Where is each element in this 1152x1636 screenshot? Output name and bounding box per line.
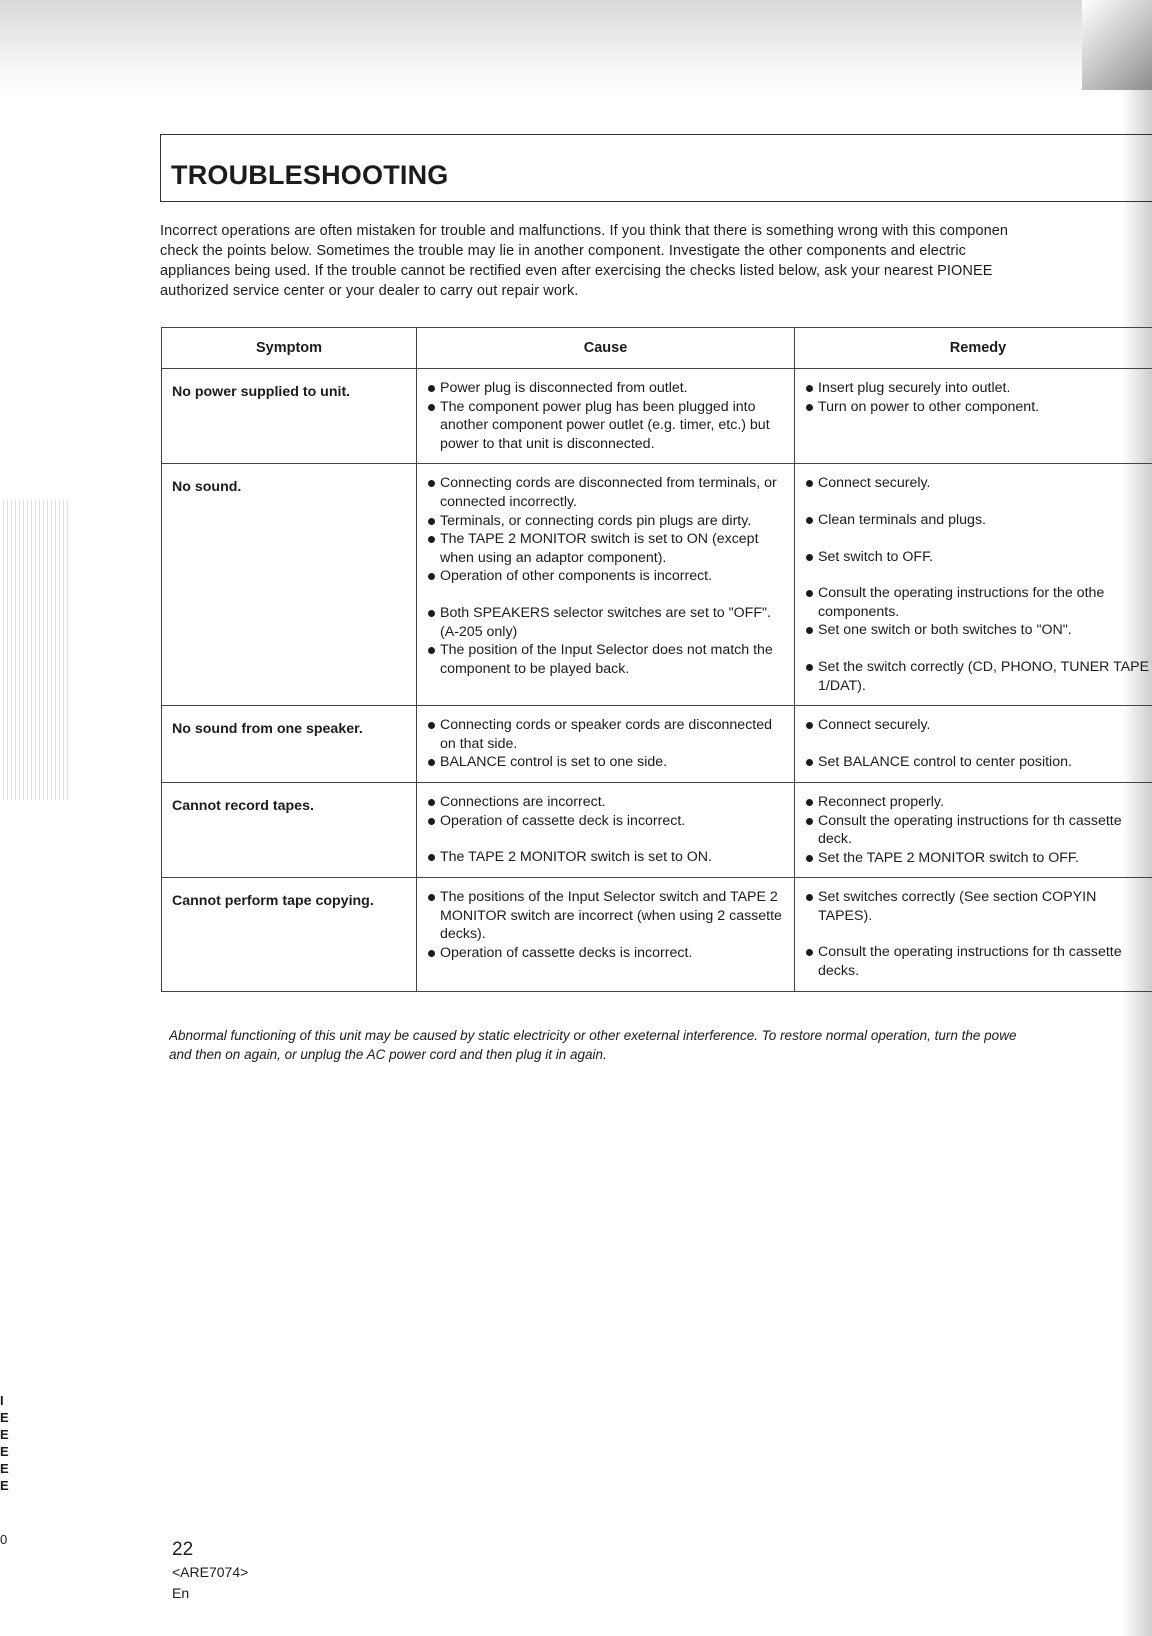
intro-line: check the points below. Sometimes the trouble may lie in another component. Investigate the other components and electric [160,243,967,259]
cause-cell [417,706,795,783]
adjacent-page-edge [0,500,68,800]
cause-item: Power plug is disconnected from outlet. [427,379,784,398]
margin-letter: E [0,1478,9,1493]
cause-item: Connecting cords or speaker cords are disconnected on that side. [427,716,784,753]
symptom-cell: No power supplied to unit. [162,369,417,464]
table-row [162,369,1152,464]
cause-item: Terminals, or connecting cords pin plugs are dirty. [427,512,784,531]
cause-item: BALANCE control is set to one side. [427,753,784,772]
remedy-cell [795,369,1152,464]
header-symptom: Symptom [162,328,417,369]
cause-item: Both SPEAKERS selector switches are set to "OFF". (A-205 only) [427,604,784,641]
cause-item: The position of the Input Selector does not match the component to be played back. [427,641,784,678]
header-cause: Cause [417,328,795,369]
cause-cell [417,782,795,877]
document-code: <ARE7074> [172,1564,249,1580]
symptom-cell: No sound from one speaker. [162,706,417,783]
cause-item: Connecting cords are disconnected from terminals, or connected incorrectly. [427,474,784,511]
remedy-cell [795,782,1152,877]
note-line: and then on again, or unplug the AC power cord and then plug it in again. [169,1047,607,1062]
remedy-cell [795,878,1152,991]
remedy-cell [795,706,1152,783]
cause-item: Operation of cassette decks is incorrect. [427,944,784,963]
adjacent-page-digit: 0 [0,1532,8,1547]
margin-letter: I [0,1393,4,1408]
cause-item: Connections are incorrect. [427,793,784,812]
table-row [162,706,1152,783]
cause-cell [417,369,795,464]
scan-shadow-corner [1082,0,1152,90]
adjacent-page-letters [0,1392,9,1494]
page-title: TROUBLESHOOTING [171,160,449,190]
cause-item: Operation of other components is incorrect. [427,567,784,586]
remedy-item: Consult the operating instructions for the othe components. [805,584,1152,621]
remedy-item: Connect securely. [805,716,1152,735]
table-row [162,878,1152,991]
remedy-item: Set switches correctly (See section COPYIN TAPES). [805,888,1152,925]
remedy-cell [795,464,1152,706]
remedy-item: Clean terminals and plugs. [805,511,1152,530]
remedy-item: Connect securely. [805,474,1152,493]
header-remedy: Remedy [795,328,1152,369]
remedy-item: Set one switch or both switches to "ON". [805,621,1152,640]
note-line: Abnormal functioning of this unit may be caused by static electricity or other exeternal interference. To restore normal operation, turn the powe [169,1028,1017,1043]
static-interference-note [169,1026,1152,1064]
margin-letter: E [0,1427,9,1442]
cause-item: The component power plug has been plugged into another component power outlet (e.g. timer, etc.) but power to that unit is disconnected. [427,398,784,454]
cause-cell [417,464,795,706]
cause-item: Operation of cassette deck is incorrect. [427,812,784,831]
language-code: En [172,1585,190,1601]
cause-item: The positions of the Input Selector switch and TAPE 2 MONITOR switch are incorrect (when using 2 cassette decks). [427,888,784,944]
margin-letter: E [0,1410,9,1425]
page-number: 22 [172,1539,194,1560]
margin-letter: E [0,1444,9,1459]
remedy-item: Turn on power to other component. [805,398,1152,417]
scan-shadow-top [0,0,1152,95]
cause-cell [417,878,795,991]
troubleshooting-table [161,327,1152,992]
intro-line: Incorrect operations are often mistaken for trouble and malfunctions. If you think that there is something wrong with this componen [160,223,1009,239]
remedy-item: Set the TAPE 2 MONITOR switch to OFF. [805,849,1152,868]
remedy-item: Set the switch correctly (CD, PHONO, TUNER TAPE 1/DAT). [805,658,1152,695]
remedy-item: Set switch to OFF. [805,548,1152,567]
cause-item: The TAPE 2 MONITOR switch is set to ON. [427,848,784,867]
cause-item: The TAPE 2 MONITOR switch is set to ON (except when using an adaptor component). [427,530,784,567]
table-header-row [162,328,1152,369]
intro-paragraph [160,221,1152,301]
remedy-item: Reconnect properly. [805,793,1152,812]
remedy-item: Consult the operating instructions for th cassette decks. [805,943,1152,980]
remedy-item: Set BALANCE control to center position. [805,753,1152,772]
symptom-cell: Cannot record tapes. [162,782,417,877]
page-footer [172,1538,248,1604]
intro-line: authorized service center or your dealer to carry out repair work. [160,283,579,299]
remedy-item: Consult the operating instructions for th cassette deck. [805,812,1152,849]
table-row [162,464,1152,706]
margin-letter: E [0,1461,9,1476]
symptom-cell: Cannot perform tape copying. [162,878,417,991]
intro-line: appliances being used. If the trouble cannot be rectified even after exercising the checks listed below, ask your nearest PIONEE [160,263,993,279]
symptom-cell: No sound. [162,464,417,706]
table-row [162,782,1152,877]
remedy-item: Insert plug securely into outlet. [805,379,1152,398]
